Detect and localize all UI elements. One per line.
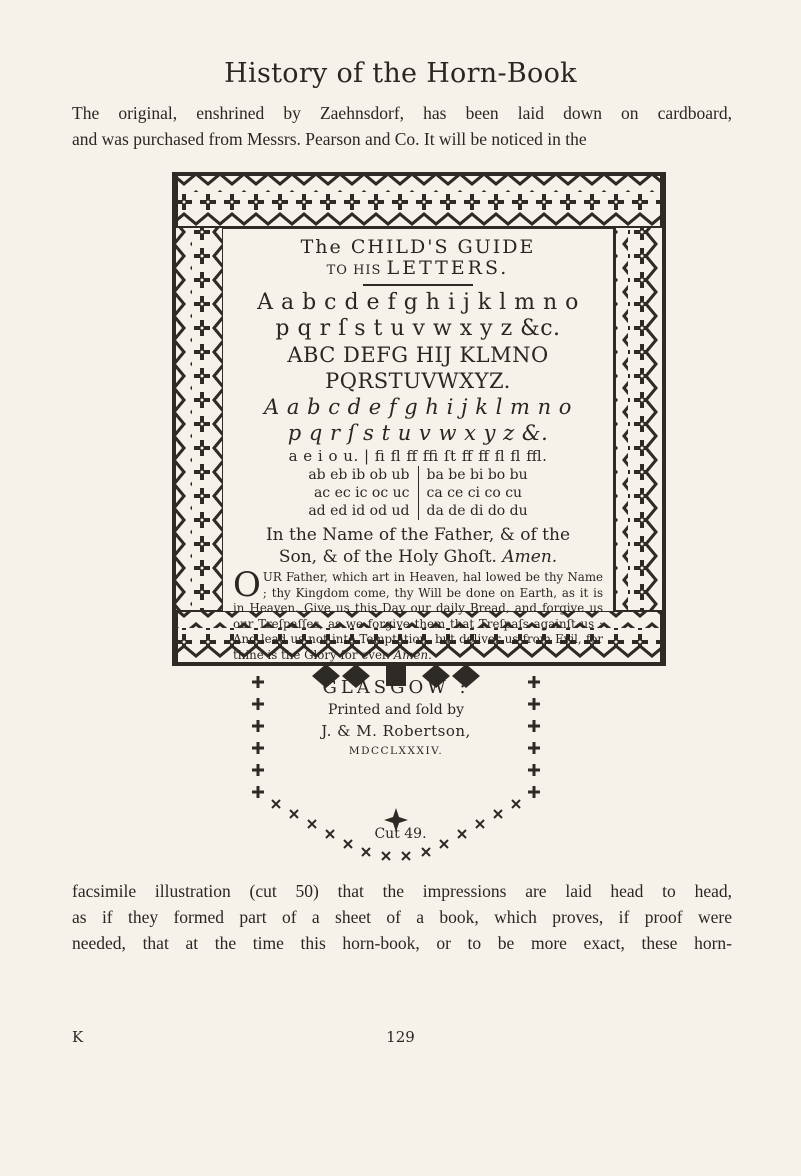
imprint-printer: J. & M. Robertson,: [321, 722, 471, 740]
guide-title: The CHILD'S GUIDE: [300, 236, 536, 258]
paragraph-line: facsimile illustration (cut 50) that the impressions are laid head to head,: [72, 881, 732, 901]
caps-line-2: PQRSTUVWXYZ.: [325, 369, 511, 393]
imprint: [246, 676, 546, 760]
italic-line-2: p q r ſ s t u v w x y z &.: [287, 421, 549, 445]
hornbook-illustration: [172, 172, 666, 666]
guide-subtitle-big: LETTERS.: [386, 257, 510, 279]
syllable-row: [233, 484, 603, 502]
invocation: [233, 524, 603, 568]
syllable-row: [233, 466, 603, 484]
prayer-amen: Amen.: [393, 647, 432, 662]
invocation-amen: Amen.: [502, 547, 558, 567]
guide-subtitle: [233, 258, 603, 281]
imprint-year: MDCCLXXXIV.: [348, 745, 444, 757]
signature-mark: K: [72, 1028, 84, 1046]
paragraph-line: and was purchased from Messrs. Pearson and Co. It will be noticed in the: [72, 129, 587, 149]
lowercase-line-1: A a b c d e f g h i j k l m n o: [257, 290, 579, 315]
lowercase-line-2: p q r ſ s t u v w x y z &c.: [275, 316, 561, 341]
figure-caption: Cut 49.: [374, 826, 427, 842]
paragraph-top: [72, 100, 732, 152]
hornbook-card: [222, 228, 614, 662]
paragraph-bottom: [72, 878, 732, 956]
invocation-line-1: In the Name of the Father, & of the: [265, 525, 571, 545]
syllable-right: da de di do du: [426, 503, 528, 519]
imprint-place: GLASGOW :: [322, 677, 470, 698]
title-rule: [363, 284, 473, 286]
syllable-left: ad ed id od ud: [250, 502, 419, 520]
syllable-left: ab eb ib ob ub: [250, 466, 419, 484]
drop-cap: O: [233, 565, 261, 605]
invocation-line-2: Son, & of the Holy Ghoſt.: [278, 547, 497, 567]
syllable-right: ba be bi bo bu: [426, 467, 528, 483]
paragraph-line: The original, enshrined by Zaehnsdorf, has been laid down on cardboard,: [72, 103, 732, 123]
prayer-text: UR Father, which art in Heaven, hal lowed be thy Name ; thy Kingdom come, thy Will be done on Earth, as it is in Heaven. Give us this Day our daily Bread, and forgive us our Treſpaſſes, as we forgive them that Treſpaſs againſt us : And lead us not into Temptation, but deliver us from Evil, for thine is the Glory for ever.: [233, 570, 603, 662]
lords-prayer: [233, 565, 603, 663]
vowels-ligatures: a e i o u. | ﬁ ﬂ ﬀ ﬃ ſt ﬀ ﬀ ﬂ ﬂ ﬄ.: [288, 447, 548, 465]
syllable-left: ac ec ic oc uc: [250, 484, 419, 502]
paragraph-line: needed, that at the time this horn-book, or to be more exact, these horn-: [72, 933, 732, 953]
syllable-right: ca ce ci co cu: [426, 485, 523, 501]
imprint-printed: Printed and ſold by: [327, 702, 465, 718]
guide-subtitle-small: TO HIS: [326, 263, 382, 278]
italic-line-1: A a b c d e f g h i j k l m n o: [264, 395, 572, 419]
page-number: 129: [386, 1028, 415, 1046]
caps-line-1: ABC DEFG HIJ KLMNO: [287, 343, 549, 367]
paragraph-line: as if they formed part of a sheet of a book, which proves, if proof were: [72, 907, 732, 927]
syllable-row: [233, 502, 603, 520]
running-head: History of the Horn-Book: [224, 58, 577, 89]
